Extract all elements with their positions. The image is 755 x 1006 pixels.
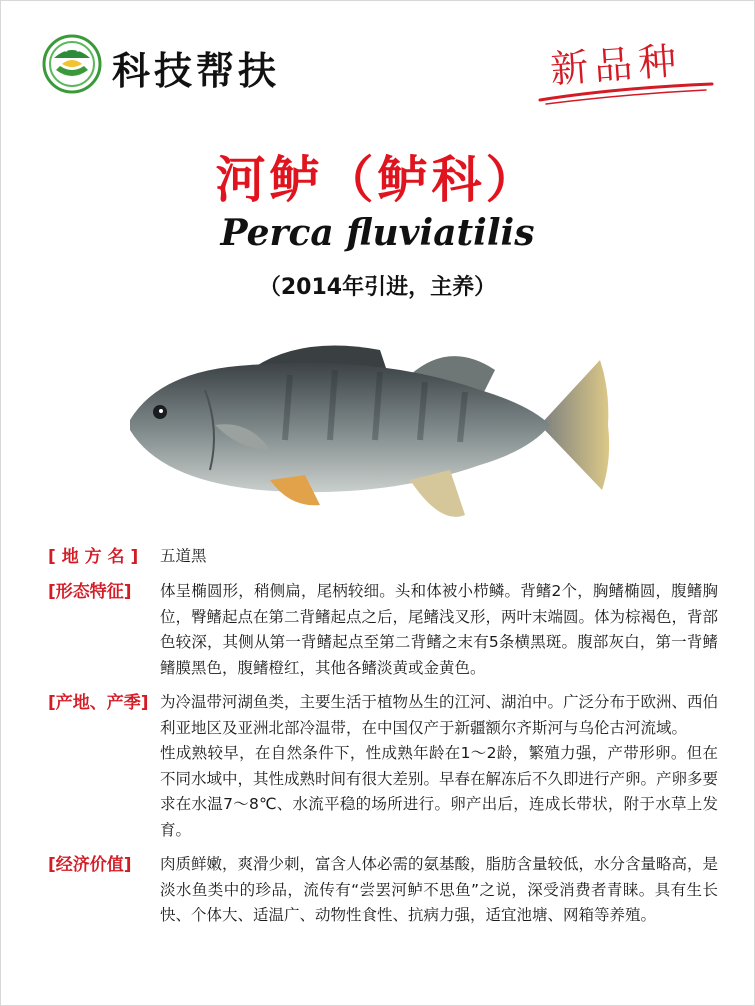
handshake-emblem-icon [42,34,102,94]
info-sections [48,544,718,938]
section-label: [产地、产季] [48,693,149,713]
section-paragraph: 性成熟较早，在自然条件下，性成熟年龄在1～2龄，繁殖力强，产带形卵。但在不同水域中，其性成熟时间有很大差别。早春在解冻后不久即进行产卵。产卵多要求在水温7～8℃、水流平稳的场所进行。卵产出后，连成长带状，附于水草上发育。 [160,744,719,839]
section-body [160,690,718,843]
scientific-name: Perca fluviatilis [220,212,535,254]
section-habitat [48,690,718,843]
stamp-underline-icon [536,78,716,108]
stamp-text: 新品种 [548,38,684,92]
introduction-note: （2014年引进，主养） [258,275,497,300]
section-body [160,852,718,929]
section-local-name [48,544,718,570]
new-variety-stamp [536,30,716,110]
section-paragraph: 为冷温带河湖鱼类，主要生活于植物丛生的江河、湖泊中。广泛分布于欧洲、西伯利亚地区及亚洲北部冷温带，在中国仅产于新疆额尔齐斯河与乌伦古河流域。 [160,693,719,737]
section-economic-value [48,852,718,929]
section-morphology [48,579,718,681]
section-body [160,579,718,681]
logo-text: 科技帮扶 [112,48,281,93]
section-label: [形态特征] [48,582,132,602]
section-paragraph: 五道黑 [160,547,207,565]
section-paragraph: 肉质鲜嫩，爽滑少刺，富含人体必需的氨基酸，脂肪含量较低，水分含量略高，是淡水鱼类中的珍品，流传有“尝罢河鲈不思鱼”之说，深受消费者青睐。具有生长快、个体大、适温广、动物性食性、抗病力强，适宜池塘、网箱等养殖。 [160,855,719,924]
section-paragraph: 体呈椭圆形，稍侧扁，尾柄较细。头和体被小栉鳞。背鳍2个，胸鳍椭圆，腹鳍胸位，臀鳍起点在第二背鳍起点之后，尾鳍浅叉形，两叶末端圆。体为棕褐色，背部色较深，其侧从第一背鳍起点至第二背鳍之末有5条横黑斑。腹部灰白，第一背鳍鳍膜黑色，腹鳍橙红，其他各鳍淡黄或金黄色。 [160,582,719,677]
perch-fish-photo [120,330,640,540]
section-label: [经济价值] [48,855,132,875]
section-body [160,544,718,570]
section-label: [ 地 方 名 ] [48,547,139,567]
page-title: 河鲈（鲈科） [215,151,540,209]
